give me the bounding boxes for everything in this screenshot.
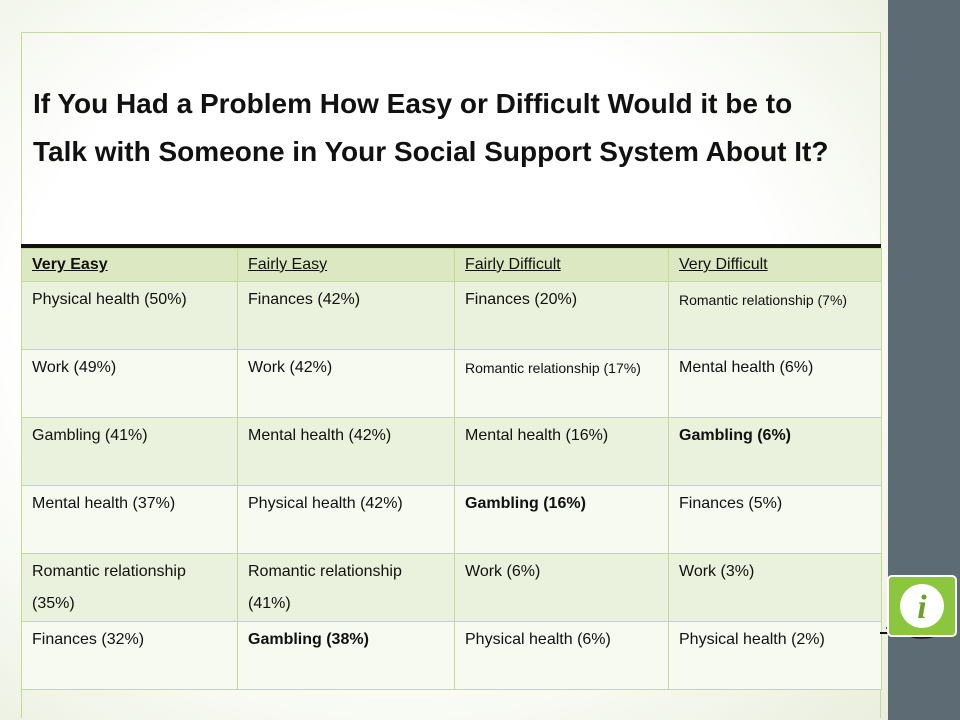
table-cell: Gambling (16%) [455, 486, 669, 554]
table-row [22, 486, 882, 554]
table-cell: Mental health (16%) [455, 418, 669, 486]
table-cell: Mental health (37%) [22, 486, 238, 554]
column-header-fairly-easy: Fairly Easy [238, 249, 455, 282]
table-cell: Gambling (38%) [238, 622, 455, 690]
table-row [22, 554, 882, 622]
results-table [21, 248, 882, 690]
table-cell: Romantic relationship (7%) [669, 282, 882, 350]
table-cell: Finances (32%) [22, 622, 238, 690]
table-cell: Gambling (41%) [22, 418, 238, 486]
column-header-very-easy: Very Easy [22, 249, 238, 282]
table-cell: Mental health (42%) [238, 418, 455, 486]
table-cell: Romantic relationship (17%) [455, 350, 669, 418]
column-header-very-difficult: Very Difficult [669, 249, 882, 282]
table-cell: Finances (20%) [455, 282, 669, 350]
table-cell: Mental health (6%) [669, 350, 882, 418]
table-row [22, 418, 882, 486]
table-cell: Work (42%) [238, 350, 455, 418]
table-header-row [22, 249, 882, 282]
table-row [22, 350, 882, 418]
table-cell: Physical health (2%) [669, 622, 882, 690]
slide-title: If You Had a Problem How Easy or Difficult Would it be to Talk with Someone in Your Social Support System About It? [33, 88, 829, 167]
column-header-fairly-difficult: Fairly Difficult [455, 249, 669, 282]
table-row [22, 622, 882, 690]
table-cell: Romantic relationship (41%) [238, 554, 455, 622]
table-cell: Work (49%) [22, 350, 238, 418]
table-cell: Physical health (42%) [238, 486, 455, 554]
table-cell: Work (3%) [669, 554, 882, 622]
table-cell: Gambling (6%) [669, 418, 882, 486]
svg-text:i: i [917, 589, 927, 626]
table-cell: Romantic relationship (35%) [22, 554, 238, 622]
table-cell: Finances (5%) [669, 486, 882, 554]
table-row [22, 282, 882, 350]
table-cell: Finances (42%) [238, 282, 455, 350]
table-cell: Physical health (50%) [22, 282, 238, 350]
info-icon-graphic [880, 572, 960, 642]
table-cell: Work (6%) [455, 554, 669, 622]
table-cell: Physical health (6%) [455, 622, 669, 690]
info-icon[interactable] [880, 572, 960, 642]
